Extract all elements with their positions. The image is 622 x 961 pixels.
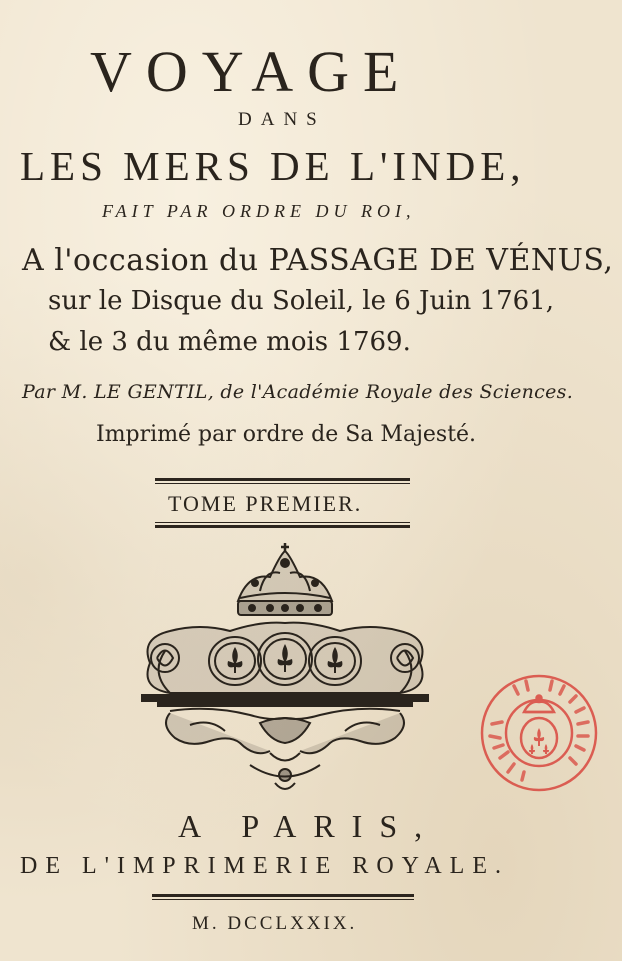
- rule-above-volume-thin: [155, 483, 410, 484]
- occasion-line-2: sur le Disque du Soleil, le 6 Juin 1761,: [48, 286, 554, 316]
- author-line: Par M. LE GENTIL, de l'Académie Royale des Sciences.: [22, 381, 574, 403]
- imprint-press: DE L'IMPRIMERIE ROYALE.: [20, 853, 509, 879]
- occasion-line-1: A l'occasion du PASSAGE DE VÉNUS,: [22, 243, 614, 278]
- title-les-mers-de-l-inde: LES MERS DE L'INDE,: [20, 143, 526, 189]
- rule-above-date: [152, 894, 414, 897]
- bibliotheque-royale-stamp-icon: [478, 672, 600, 794]
- rule-above-volume: [155, 478, 410, 481]
- volume-label: TOME PREMIER.: [168, 491, 363, 516]
- subtitle-fait-par-ordre: FAIT PAR ORDRE DU ROI,: [102, 201, 416, 221]
- rule-below-volume: [155, 525, 410, 528]
- printed-by-line: Imprimé par ordre de Sa Majesté.: [96, 422, 477, 447]
- title-voyage: VOYAGE: [90, 39, 413, 104]
- rule-above-date-thin: [152, 899, 414, 900]
- publication-date: M. DCCLXXIX.: [192, 913, 358, 934]
- rule-below-volume-thin: [155, 522, 410, 523]
- title-dans: DANS: [238, 109, 326, 130]
- royal-crown-vignette-icon: [130, 543, 440, 798]
- occasion-line-3: & le 3 du même mois 1769.: [48, 327, 411, 357]
- imprint-city: A PARIS,: [178, 808, 440, 844]
